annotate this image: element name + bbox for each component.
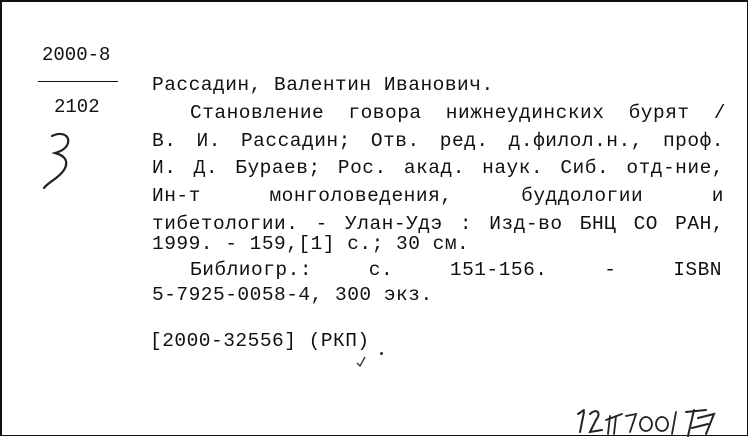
author-heading: Рассадин, Валентин Иванович.	[152, 74, 494, 96]
title-line: Становление говора нижнеудинских бурят /	[190, 102, 726, 124]
bibliography-line: 5-7925-0058-4, 300 экз.	[152, 284, 433, 306]
tick-mark	[354, 354, 368, 368]
title-line: И. Д. Бураев; Рос. акад. наук. Сиб. отд-ние,	[152, 157, 724, 179]
title-line: тибетологии. - Улан-Удэ : Изд-во БНЦ СО РАН,	[152, 213, 724, 235]
title-line: 1999. - 159,[1] с.; 30 см.	[152, 233, 470, 255]
registry-number: [2000-32556] (РКП)	[150, 330, 370, 352]
handwritten-date	[574, 404, 726, 438]
title-line: В. И. Рассадин; Отв. ред. д.филол.н., проф.	[152, 130, 724, 152]
title-line: Ин-т монголоведения, буддологии и	[152, 185, 724, 207]
card-code-bottom: 2102	[54, 96, 100, 118]
handwritten-mark	[38, 130, 82, 192]
card-code-top: 2000-8	[42, 44, 111, 66]
bibliography-line: Библиогр.: с. 151-156. - ISBN	[190, 259, 722, 281]
dot-mark	[380, 352, 383, 355]
code-divider	[38, 81, 118, 82]
